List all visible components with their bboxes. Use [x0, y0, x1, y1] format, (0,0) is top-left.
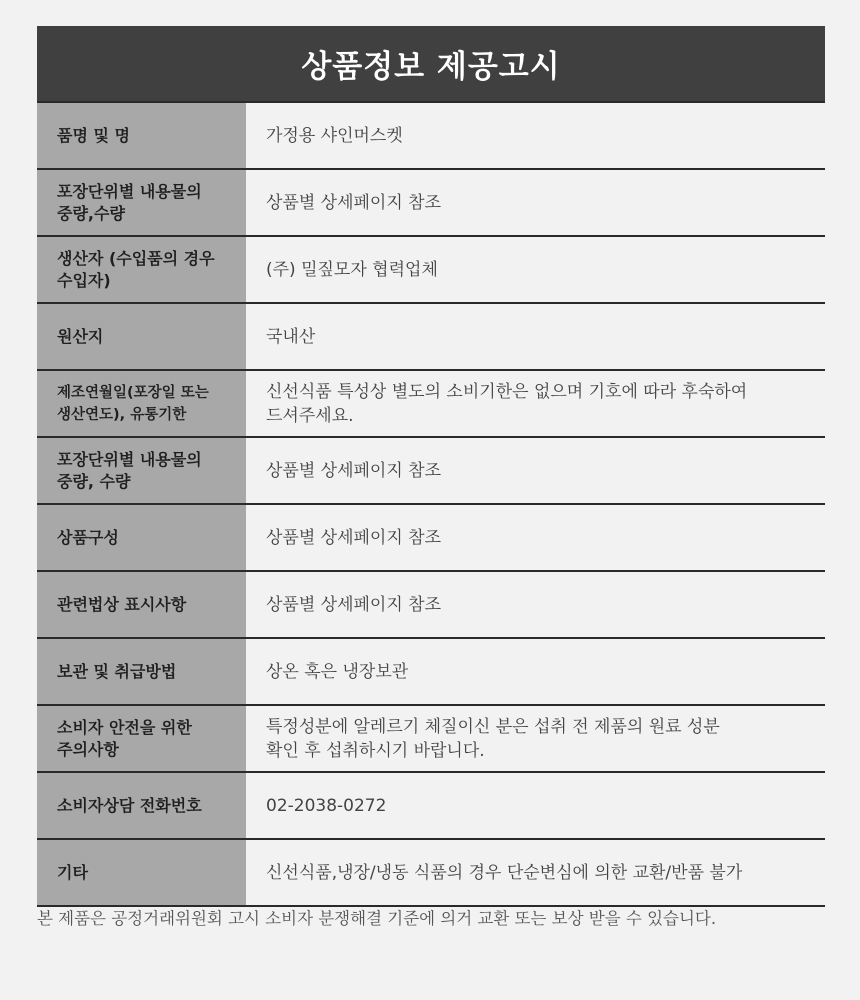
- row-label: 제조연월일(포장일 또는 생산연도), 유통기한: [37, 371, 246, 436]
- title-bar: [37, 26, 825, 101]
- row-value: 국내산: [246, 304, 825, 369]
- row-label: 소비자상담 전화번호: [37, 773, 246, 838]
- row-label: 기타: [37, 840, 246, 905]
- row-value: 상품별 상세페이지 참조: [246, 170, 825, 235]
- table-row-etc: [37, 840, 825, 907]
- row-label: 생산자 (수입품의 경우 수입자): [37, 237, 246, 302]
- table-row-weight-quantity: [37, 170, 825, 237]
- table-row-storage: [37, 639, 825, 706]
- row-label: 상품구성: [37, 505, 246, 570]
- page-title: 상품정보 제공고시: [301, 49, 561, 85]
- row-value: 신선식품 특성상 별도의 소비기한은 없으며 기호에 따라 후숙하여 드셔주세요.: [246, 371, 825, 436]
- table-row-phone: [37, 773, 825, 840]
- row-label: 원산지: [37, 304, 246, 369]
- table-row-manufacture-date: [37, 371, 825, 438]
- row-label: 관련법상 표시사항: [37, 572, 246, 637]
- table-row-producer: [37, 237, 825, 304]
- row-value: 상품별 상세페이지 참조: [246, 438, 825, 503]
- table-row-weight-quantity-2: [37, 438, 825, 505]
- row-label: 보관 및 취급방법: [37, 639, 246, 704]
- row-value: 상품별 상세페이지 참조: [246, 572, 825, 637]
- row-value: (주) 밀짚모자 협력업체: [246, 237, 825, 302]
- row-value: 특정성분에 알레르기 체질이신 분은 섭취 전 제품의 원료 성분 확인 후 섭취하시기 바랍니다.: [246, 706, 825, 771]
- info-table: [37, 101, 825, 907]
- table-row-legal-notice: [37, 572, 825, 639]
- footnote: 본 제품은 공정거래위원회 고시 소비자 분쟁해결 기준에 의거 교환 또는 보상 받을 수 있습니다.: [37, 909, 717, 928]
- row-label: 포장단위별 내용물의 중량,수량: [37, 170, 246, 235]
- table-row-origin: [37, 304, 825, 371]
- row-label: 포장단위별 내용물의 중량, 수량: [37, 438, 246, 503]
- row-value: 신선식품,냉장/냉동 식품의 경우 단순변심에 의한 교환/반품 불가: [246, 840, 825, 905]
- table-row-safety-notice: [37, 706, 825, 773]
- row-value: 가정용 샤인머스켓: [246, 103, 825, 168]
- table-row-product-name: [37, 103, 825, 170]
- row-label: 소비자 안전을 위한 주의사항: [37, 706, 246, 771]
- row-label: 품명 및 명: [37, 103, 246, 168]
- row-value: 02-2038-0272: [246, 773, 825, 838]
- product-info-notice: [37, 26, 825, 907]
- table-row-composition: [37, 505, 825, 572]
- row-value: 상온 혹은 냉장보관: [246, 639, 825, 704]
- row-value: 상품별 상세페이지 참조: [246, 505, 825, 570]
